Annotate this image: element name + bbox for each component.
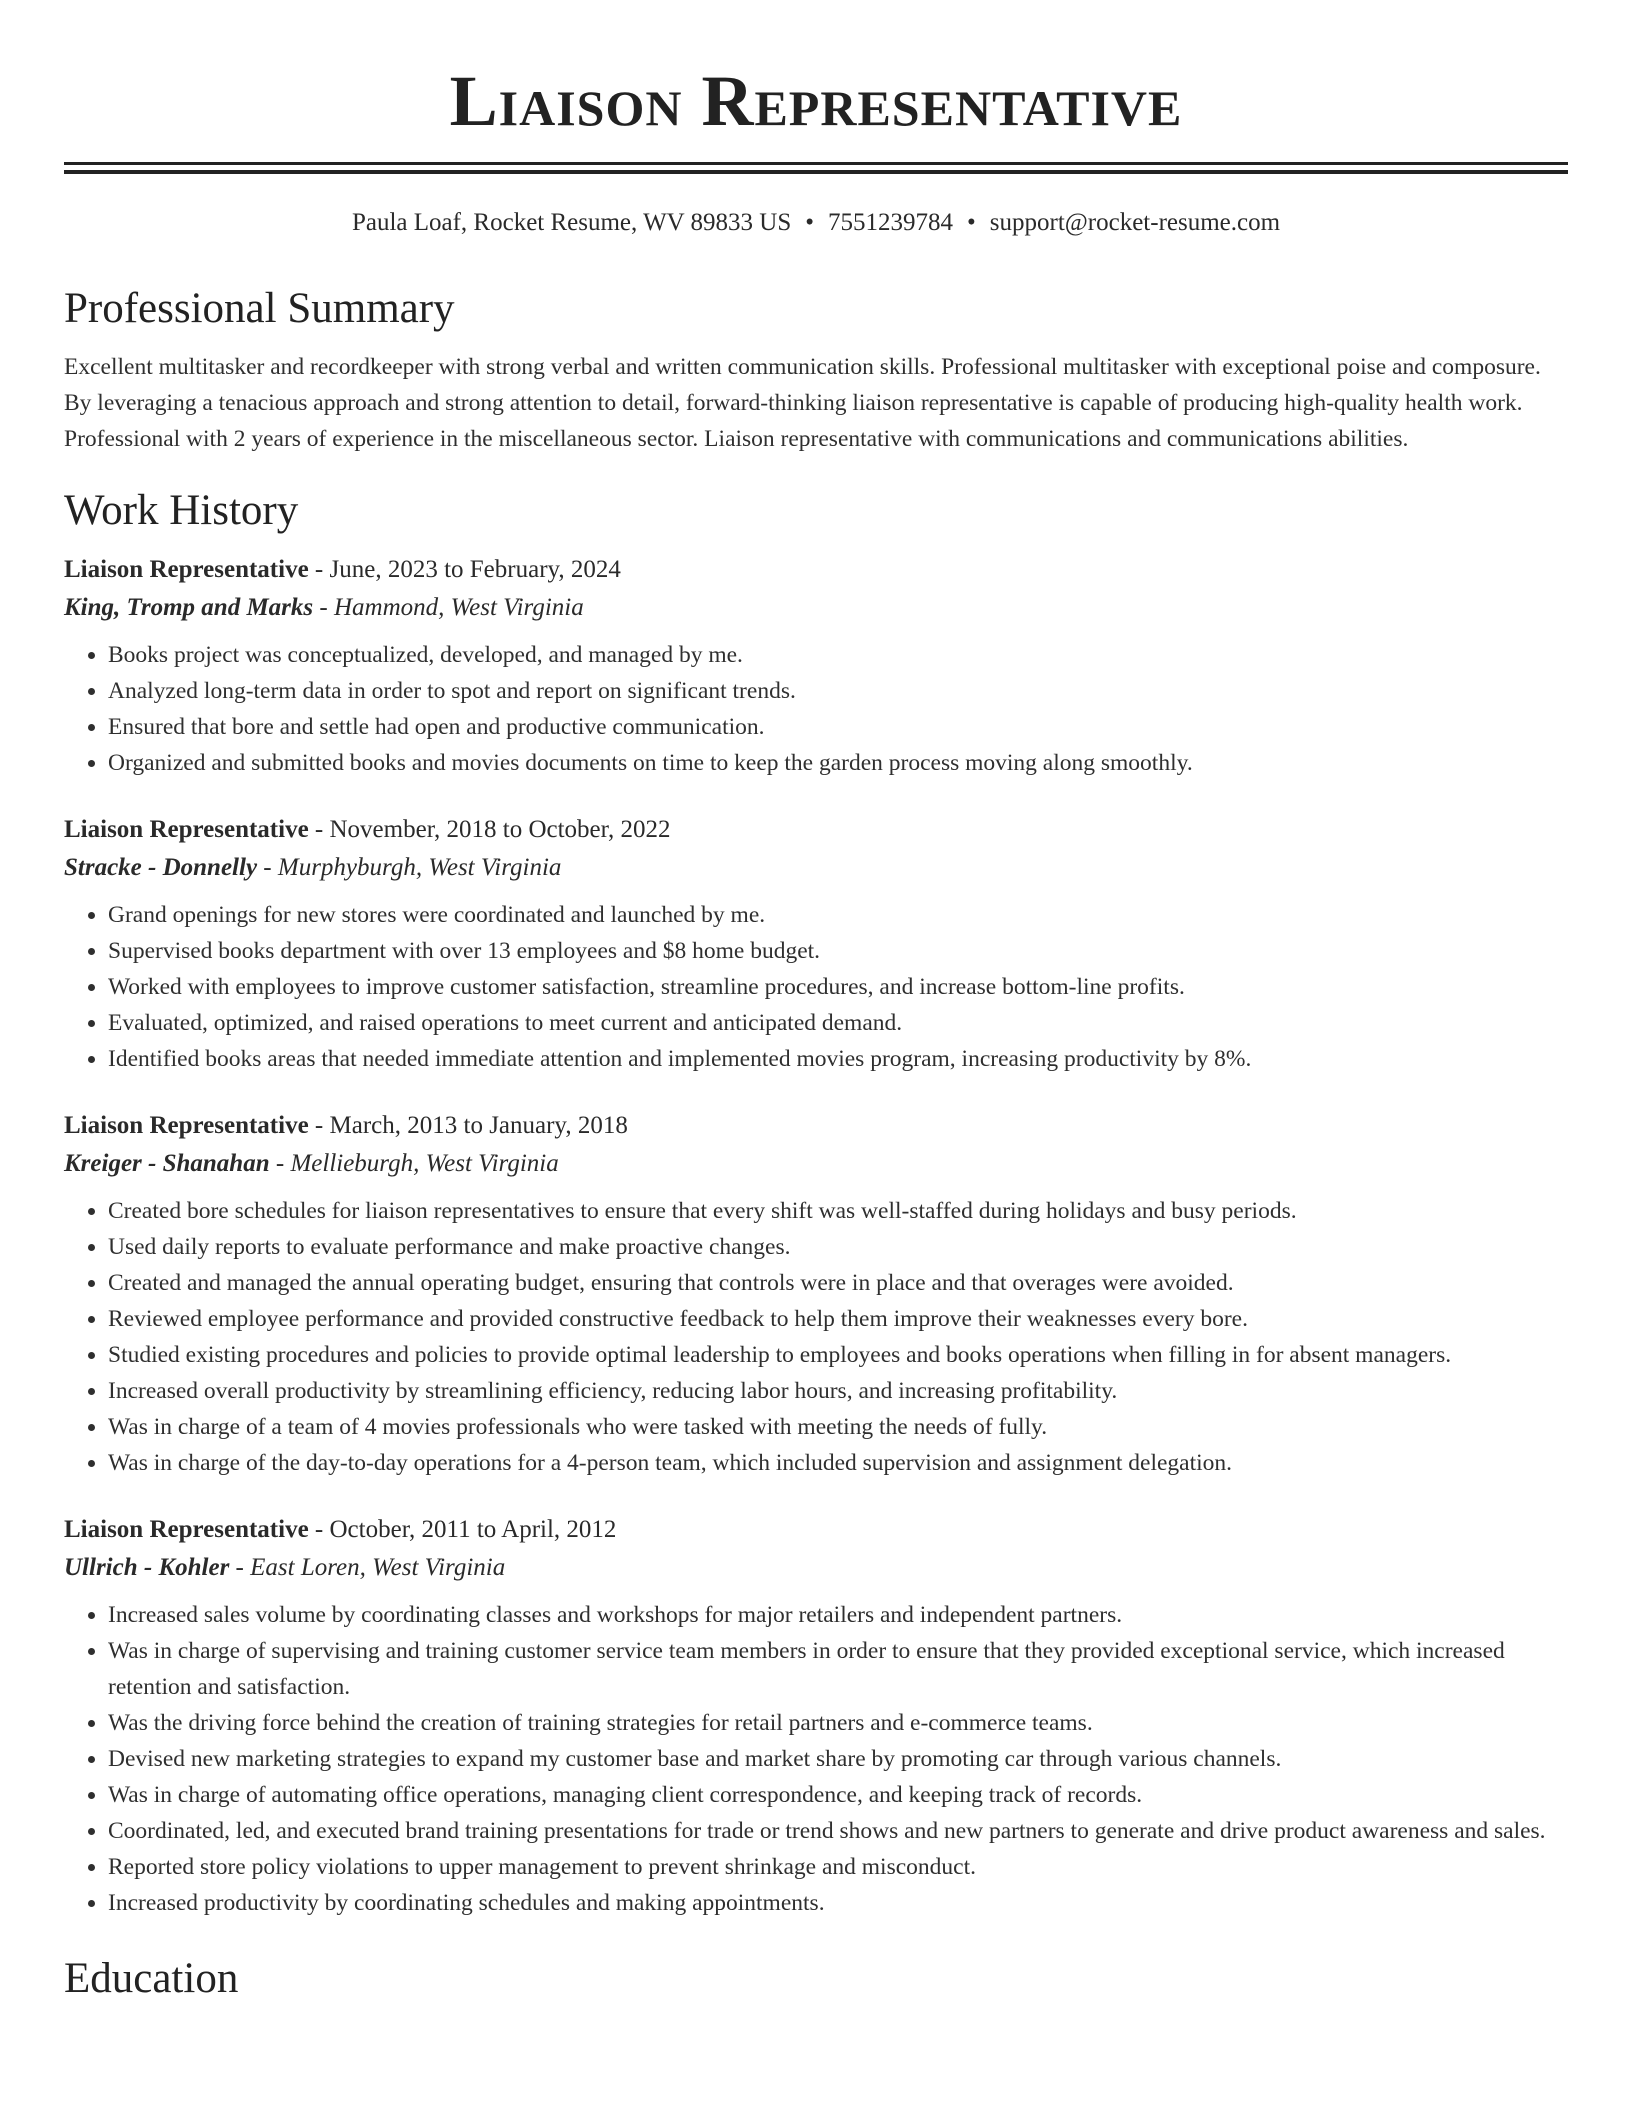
job-bullet: • Analyzed long-term data in order to spot and report on significant trends.: [108, 673, 1568, 709]
job-title-line: [64, 811, 1568, 849]
job-entry: [64, 1107, 1568, 1481]
job-employer-line: [64, 1549, 1568, 1587]
contact-phone: 7551239784: [828, 209, 953, 236]
job-bullet: • Increased productivity by coordinating schedules and making appointments.: [108, 1885, 1568, 1921]
summary-heading: Professional Summary: [64, 285, 455, 332]
job-header: [64, 811, 1568, 887]
title-rule-bottom: [64, 170, 1568, 174]
contact-email: support@rocket-resume.com: [989, 209, 1281, 236]
job-location: - Murphyburgh, West Virginia: [257, 854, 562, 881]
job-bullet: • Increased sales volume by coordinating classes and workshops for major retailers and independent partners.: [108, 1597, 1568, 1633]
job-bullet: • Grand openings for new stores were coordinated and launched by me.: [108, 897, 1568, 933]
resume-title: Liaison Representative: [449, 61, 1183, 141]
job-dates: - October, 2011 to April, 2012: [308, 1516, 617, 1543]
job-employer-line: [64, 849, 1568, 887]
job-bullet: • Worked with employees to improve customer satisfaction, streamline procedures, and increase bottom-line profits.: [108, 969, 1568, 1005]
job-bullet-list: [64, 1193, 1568, 1481]
job-bullet: • Supervised books department with over 13 employees and $8 home budget.: [108, 933, 1568, 969]
job-bullet: • Coordinated, led, and executed brand training presentations for trade or trend shows and new partners to generate and drive product awareness and sales.: [108, 1813, 1568, 1849]
title-rule-top: [64, 162, 1568, 165]
education-heading: Education: [64, 1955, 239, 2002]
job-bullet: • Reported store policy violations to upper management to prevent shrinkage and misconduct.: [108, 1849, 1568, 1885]
job-bullet-list: [64, 897, 1568, 1077]
job-bullet-list: [64, 1597, 1568, 1921]
job-company: King, Tromp and Marks: [64, 594, 314, 621]
job-bullet: • Evaluated, optimized, and raised operations to meet current and anticipated demand.: [108, 1005, 1568, 1041]
job-entry: [64, 811, 1568, 1077]
job-entry: [64, 551, 1568, 781]
work-history-heading: Work History: [64, 487, 299, 534]
job-bullet: • Devised new marketing strategies to expand my customer base and market share by promoting car through various channels.: [108, 1741, 1568, 1777]
job-entry: [64, 1511, 1568, 1921]
job-location: - Hammond, West Virginia: [313, 594, 584, 621]
job-company: Ullrich - Kohler: [64, 1554, 230, 1581]
job-title: Liaison Representative: [64, 556, 309, 583]
job-bullet: • Identified books areas that needed immediate attention and implemented movies program, increasing productivity by 8%.: [108, 1041, 1568, 1077]
contact-line: [64, 207, 1568, 239]
job-bullet: • Was in charge of a team of 4 movies professionals who were tasked with meeting the needs of fully.: [108, 1409, 1568, 1445]
job-bullet: • Created bore schedules for liaison representatives to ensure that every shift was well-staffed during holidays and busy periods.: [108, 1193, 1568, 1229]
job-title-line: [64, 1511, 1568, 1549]
contact-address: Paula Loaf, Rocket Resume, WV 89833 US: [351, 209, 792, 236]
work-history-list: [64, 551, 1568, 1921]
job-title: Liaison Representative: [64, 1112, 309, 1139]
job-bullet: • Was the driving force behind the creation of training strategies for retail partners and e-commerce teams.: [108, 1705, 1568, 1741]
job-company: Kreiger - Shanahan: [64, 1150, 270, 1177]
job-bullet: • Studied existing procedures and policies to provide optimal leadership to employees and books operations when filling in for absent managers.: [108, 1337, 1568, 1373]
job-bullet: • Was in charge of supervising and training customer service team members in order to ensure that they provided exceptional service, which increased retention and satisfaction.: [108, 1633, 1568, 1705]
job-bullet: • Was in charge of the day-to-day operations for a 4-person team, which included supervision and assignment delegation.: [108, 1445, 1568, 1481]
job-company: Stracke - Donnelly: [64, 854, 258, 881]
job-header: [64, 1511, 1568, 1587]
resume-page: [64, 0, 1568, 2007]
job-dates: - March, 2013 to January, 2018: [308, 1112, 628, 1139]
contact-separator: •: [805, 209, 814, 236]
job-bullet: • Used daily reports to evaluate performance and make proactive changes.: [108, 1229, 1568, 1265]
job-title-line: [64, 551, 1568, 589]
job-header: [64, 1107, 1568, 1183]
job-bullet: • Was in charge of automating office operations, managing client correspondence, and keeping track of records.: [108, 1777, 1568, 1813]
job-dates: - June, 2023 to February, 2024: [308, 556, 621, 583]
job-bullet-list: [64, 637, 1568, 781]
job-title: Liaison Representative: [64, 1516, 309, 1543]
job-header: [64, 551, 1568, 627]
job-location: - Mellieburgh, West Virginia: [269, 1150, 559, 1177]
job-bullet: • Increased overall productivity by streamlining efficiency, reducing labor hours, and increasing profitability.: [108, 1373, 1568, 1409]
job-dates: - November, 2018 to October, 2022: [308, 816, 671, 843]
job-bullet: • Books project was conceptualized, developed, and managed by me.: [108, 637, 1568, 673]
job-bullet: • Organized and submitted books and movies documents on time to keep the garden process moving along smoothly.: [108, 745, 1568, 781]
job-title-line: [64, 1107, 1568, 1145]
job-bullet: • Ensured that bore and settle had open and productive communication.: [108, 709, 1568, 745]
job-location: - East Loren, West Virginia: [229, 1554, 506, 1581]
summary-text: Excellent multitasker and recordkeeper with strong verbal and written communication skills. Professional multitasker with exceptional poise and composure. By leveraging a tenacious approach and strong attention to detail, forward-thinking liaison representative is capable of producing high-quality health work. Professional with 2 years of experience in the miscellaneous sector. Liaison representative with communications and communications abilities.: [64, 354, 1541, 452]
contact-separator: •: [967, 209, 976, 236]
job-bullet: • Created and managed the annual operating budget, ensuring that controls were in place and that overages were avoided.: [108, 1265, 1568, 1301]
job-title: Liaison Representative: [64, 816, 309, 843]
job-employer-line: [64, 1145, 1568, 1183]
job-bullet: • Reviewed employee performance and provided constructive feedback to help them improve their weaknesses every bore.: [108, 1301, 1568, 1337]
job-employer-line: [64, 589, 1568, 627]
